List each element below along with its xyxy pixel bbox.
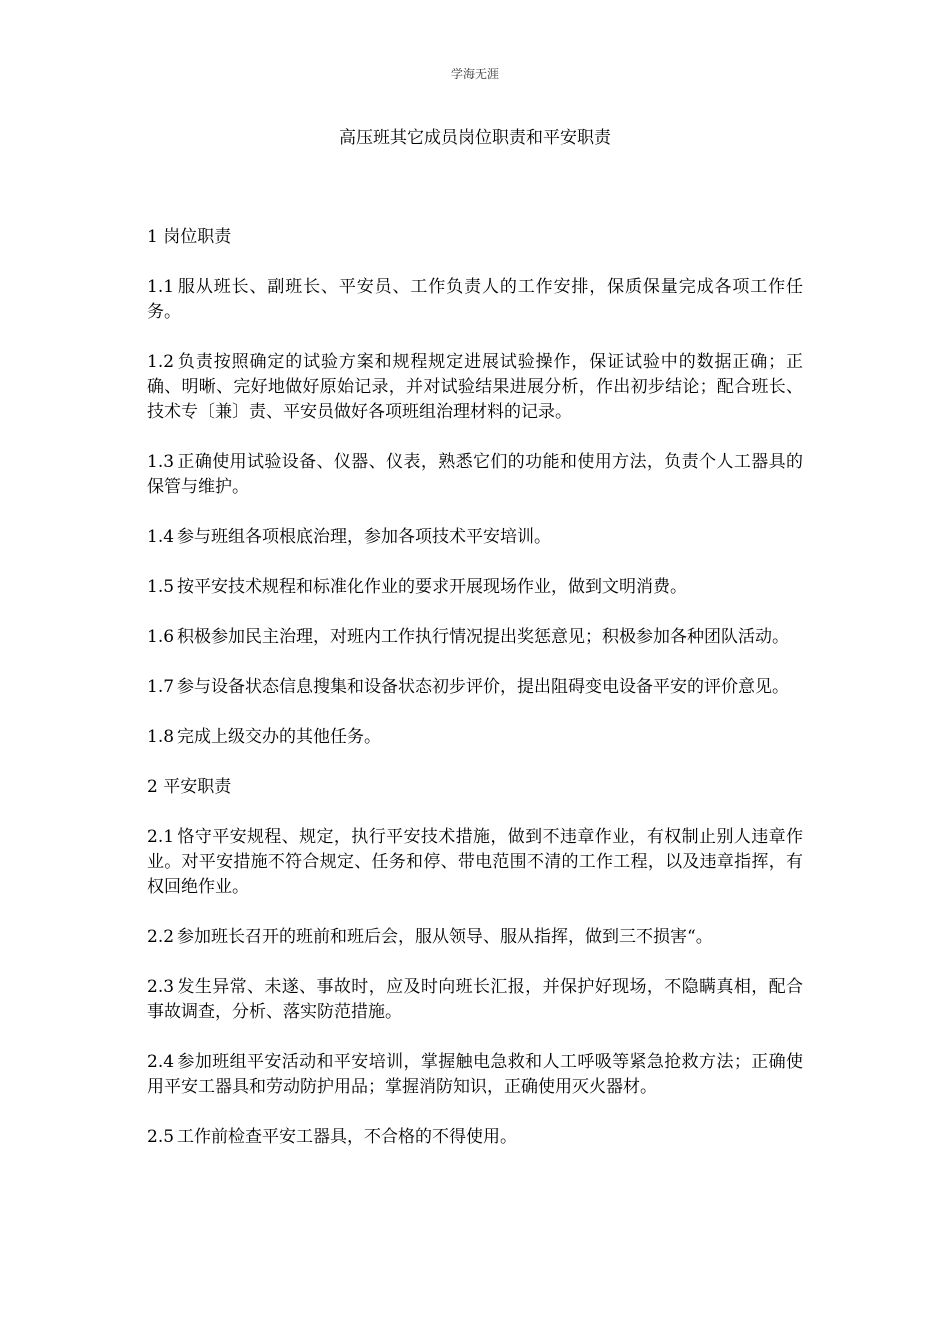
document-title: 高压班其它成员岗位职责和平安职责 bbox=[339, 128, 611, 148]
item-number: 1.8 bbox=[147, 727, 175, 747]
section-job-duties bbox=[147, 225, 803, 750]
list-item bbox=[147, 450, 803, 500]
list-item bbox=[147, 575, 803, 600]
list-item bbox=[147, 925, 803, 950]
section-heading: 1 岗位职责 bbox=[147, 227, 232, 247]
item-number: 1.6 bbox=[147, 627, 175, 647]
item-text: 发生异常、未遂、事故时，应及时向班长汇报，并保护好现场，不隐瞒真相，配合事故调查，分析、落实防范措施。 bbox=[147, 977, 803, 1022]
item-number: 1.2 bbox=[147, 352, 175, 372]
item-text: 完成上级交办的其他任务。 bbox=[177, 727, 382, 747]
item-text: 恪守平安规程、规定，执行平安技术措施，做到不违章作业，有权制止别人违章作业。对平安措施不符合规定、任务和停、带电范围不清的工作工程，以及违章指挥，有权回绝作业。 bbox=[147, 827, 803, 897]
list-item bbox=[147, 350, 803, 425]
item-number: 1.1 bbox=[147, 277, 175, 297]
item-text: 工作前检查平安工器具，不合格的不得使用。 bbox=[177, 1127, 518, 1147]
page-header: 学海无涯 bbox=[450, 67, 499, 81]
list-item bbox=[147, 1125, 803, 1150]
list-item bbox=[147, 525, 803, 550]
item-text: 按平安技术规程和标准化作业的要求开展现场作业，做到文明消费。 bbox=[177, 577, 688, 597]
list-item bbox=[147, 725, 803, 750]
item-text: 正确使用试验设备、仪器、仪表，熟悉它们的功能和使用方法，负责个人工器具的保管与维护。 bbox=[147, 452, 803, 497]
item-text: 服从班长、副班长、平安员、工作负责人的工作安排，保质保量完成各项工作任务。 bbox=[147, 277, 803, 322]
list-item bbox=[147, 275, 803, 325]
list-item bbox=[147, 825, 803, 900]
item-number: 1.5 bbox=[147, 577, 175, 597]
section-heading: 2 平安职责 bbox=[147, 777, 232, 797]
item-text: 参与设备状态信息搜集和设备状态初步评价，提出阻碍变电设备平安的评价意见。 bbox=[177, 677, 790, 697]
document-body bbox=[147, 225, 803, 1175]
section-safety-duties bbox=[147, 775, 803, 1150]
item-number: 2.1 bbox=[147, 827, 175, 847]
list-item bbox=[147, 625, 803, 650]
list-item bbox=[147, 675, 803, 700]
item-number: 2.2 bbox=[147, 927, 175, 947]
item-number: 2.4 bbox=[147, 1052, 175, 1072]
list-item bbox=[147, 975, 803, 1025]
item-text: 负责按照确定的试验方案和规程规定进展试验操作，保证试验中的数据正确；正确、明晰、完好地做好原始记录，并对试验结果进展分析，作出初步结论；配合班长、技术专〔兼〕责、平安员做好各项班组治理材料的记录。 bbox=[147, 352, 803, 422]
list-item bbox=[147, 1050, 803, 1100]
item-number: 1.4 bbox=[147, 527, 175, 547]
item-number: 2.5 bbox=[147, 1127, 175, 1147]
item-number: 2.3 bbox=[147, 977, 175, 997]
item-text: 参加班长召开的班前和班后会，服从领导、服从指挥，做到三不损害“。 bbox=[177, 927, 713, 947]
item-text: 积极参加民主治理，对班内工作执行情况提出奖惩意见；积极参加各种团队活动。 bbox=[177, 627, 790, 647]
item-number: 1.7 bbox=[147, 677, 175, 697]
item-text: 参与班组各项根底治理，参加各项技术平安培训。 bbox=[177, 527, 552, 547]
item-number: 1.3 bbox=[147, 452, 175, 472]
item-text: 参加班组平安活动和平安培训，掌握触电急救和人工呼吸等紧急抢救方法；正确使用平安工器具和劳动防护用品；掌握消防知识，正确使用灭火器材。 bbox=[147, 1052, 803, 1097]
